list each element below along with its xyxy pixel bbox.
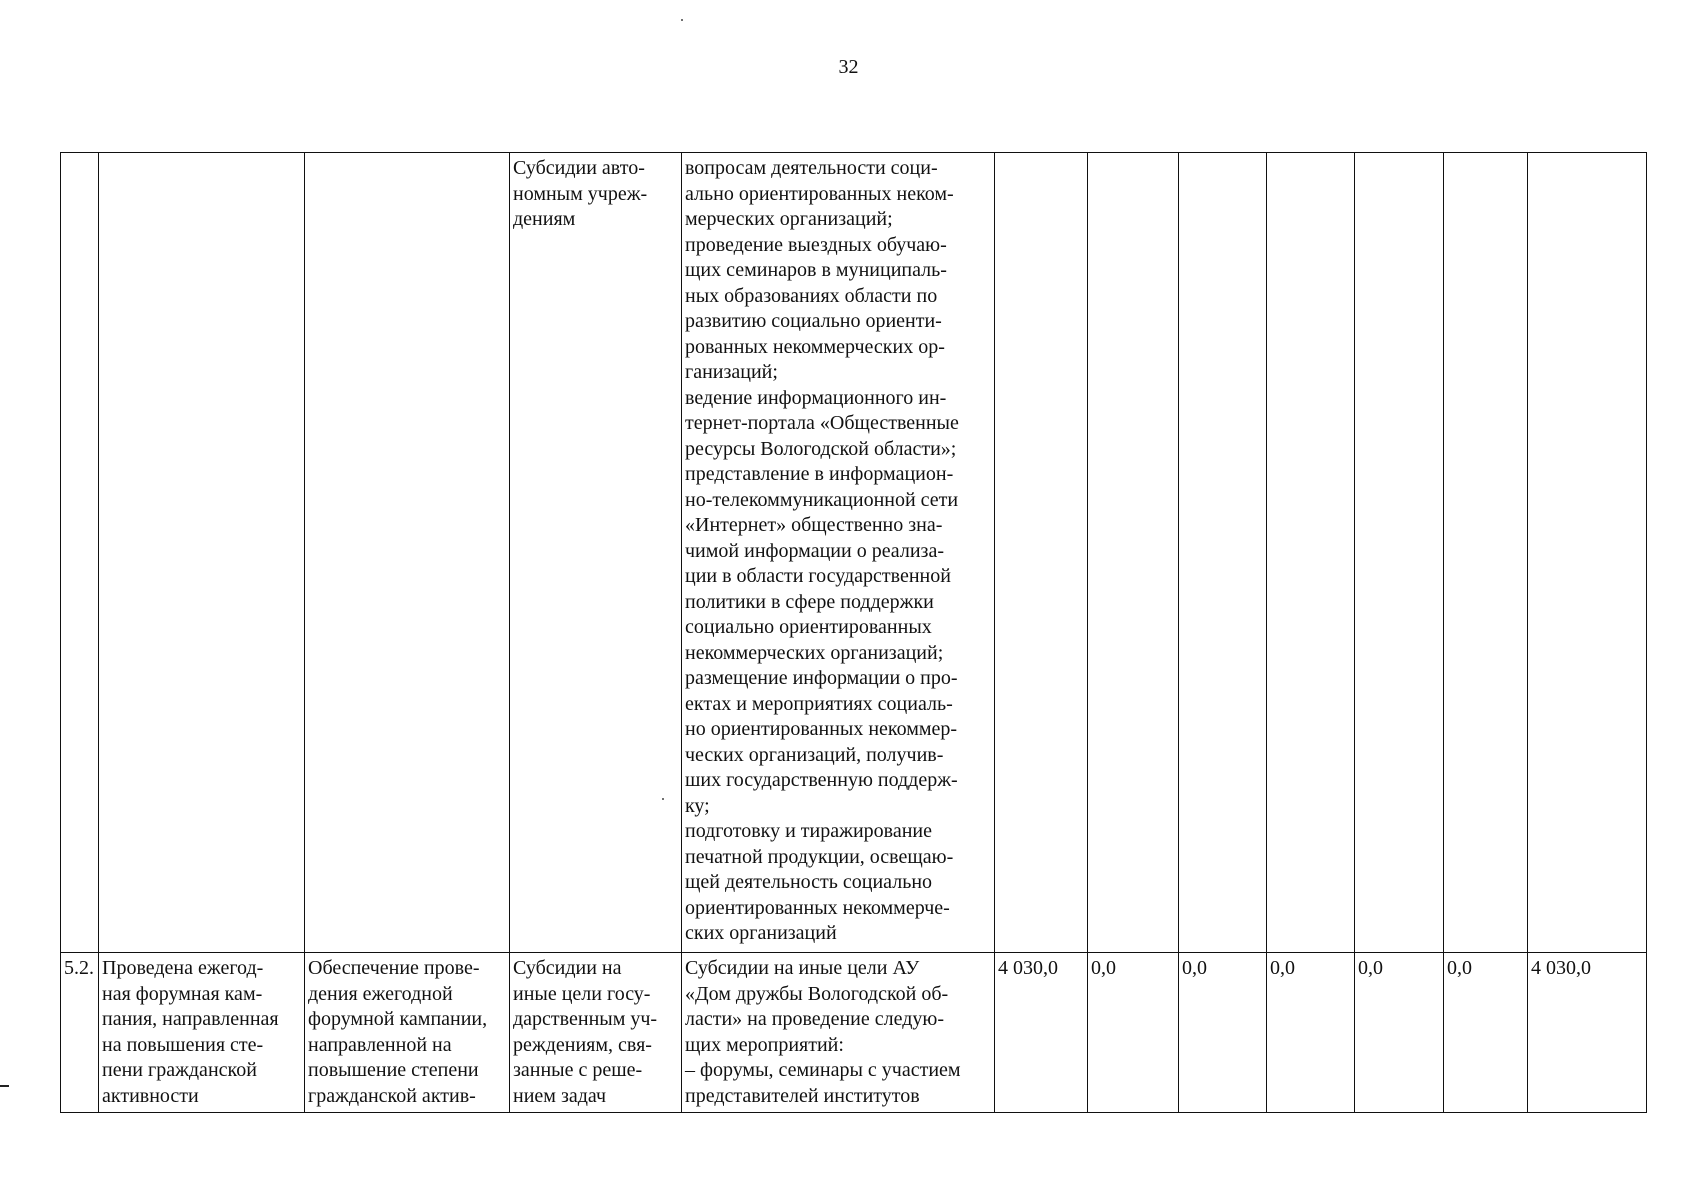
value-cell: 0,0 — [1355, 953, 1444, 1113]
value-cell — [1355, 153, 1444, 953]
expense-type-cell: Субсидии авто- номным учреж- дениям — [510, 153, 682, 953]
total-value-cell — [1528, 153, 1647, 953]
result-cell: Проведена ежегод- ная форумная кам- пания, направленная на повышения сте- пени гражданской активности — [99, 953, 305, 1113]
program-table — [60, 152, 1647, 1113]
result-cell — [99, 153, 305, 953]
value-cell: 4 030,0 — [995, 953, 1088, 1113]
value-cell: 0,0 — [1267, 953, 1355, 1113]
scan-artifact-dot — [681, 19, 683, 21]
description-cell: Субсидии на иные цели АУ «Дом дружбы Вологодской об- ласти» на проведение следую- щих мероприятий: – форумы, семинары с участием представителей институтов — [682, 953, 995, 1113]
value-cell — [1179, 153, 1267, 953]
value-cell — [1267, 153, 1355, 953]
row-number-cell — [61, 153, 99, 953]
value-cell: 0,0 — [1444, 953, 1528, 1113]
activity-cell: Обеспечение прове- дения ежегодной форумной кампании, направленной на повышение степени гражданской актив- — [305, 953, 510, 1113]
expense-type-cell: Субсидии на иные цели госу- дарственным уч- реждениям, свя- занные с реше- нием задач — [510, 953, 682, 1113]
table-row-5-2 — [61, 953, 1647, 1113]
edge-mark — [0, 1085, 9, 1087]
value-cell — [1088, 153, 1179, 953]
value-cell — [995, 153, 1088, 953]
row-number-cell: 5.2. — [61, 953, 99, 1113]
value-cell: 0,0 — [1088, 953, 1179, 1113]
page-number: 32 — [838, 56, 859, 78]
value-cell — [1444, 153, 1528, 953]
description-cell: вопросам деятельности соци- ально ориентированных неком- мерческих организаций; проведение выездных обучаю- щих семинаров в муниципаль- ных образованиях области по развитию социально ориенти- рованных некоммерческих ор- ганизаций; ведение информационного ин- тернет-портала «Общественные ресурсы Вологодской области»; представление в информацион- но-телекоммуникационной сети «Интернет» общественно зна- чимой информации о реализа- ции в области государственной политики в сфере поддержки социально ориентированных некоммерческих организаций; размещение информации о про- ектах и мероприятиях социаль- но ориентированных некоммер- ческих организаций, получив- ших государственную поддерж- ку; подготовку и тиражирование печатной продукции, освещаю- щей деятельность социально ориентированных некоммерче- ских организаций — [682, 153, 995, 953]
value-cell: 0,0 — [1179, 953, 1267, 1113]
total-value-cell: 4 030,0 — [1528, 953, 1647, 1113]
activity-cell — [305, 153, 510, 953]
table-row-continuation — [61, 153, 1647, 953]
